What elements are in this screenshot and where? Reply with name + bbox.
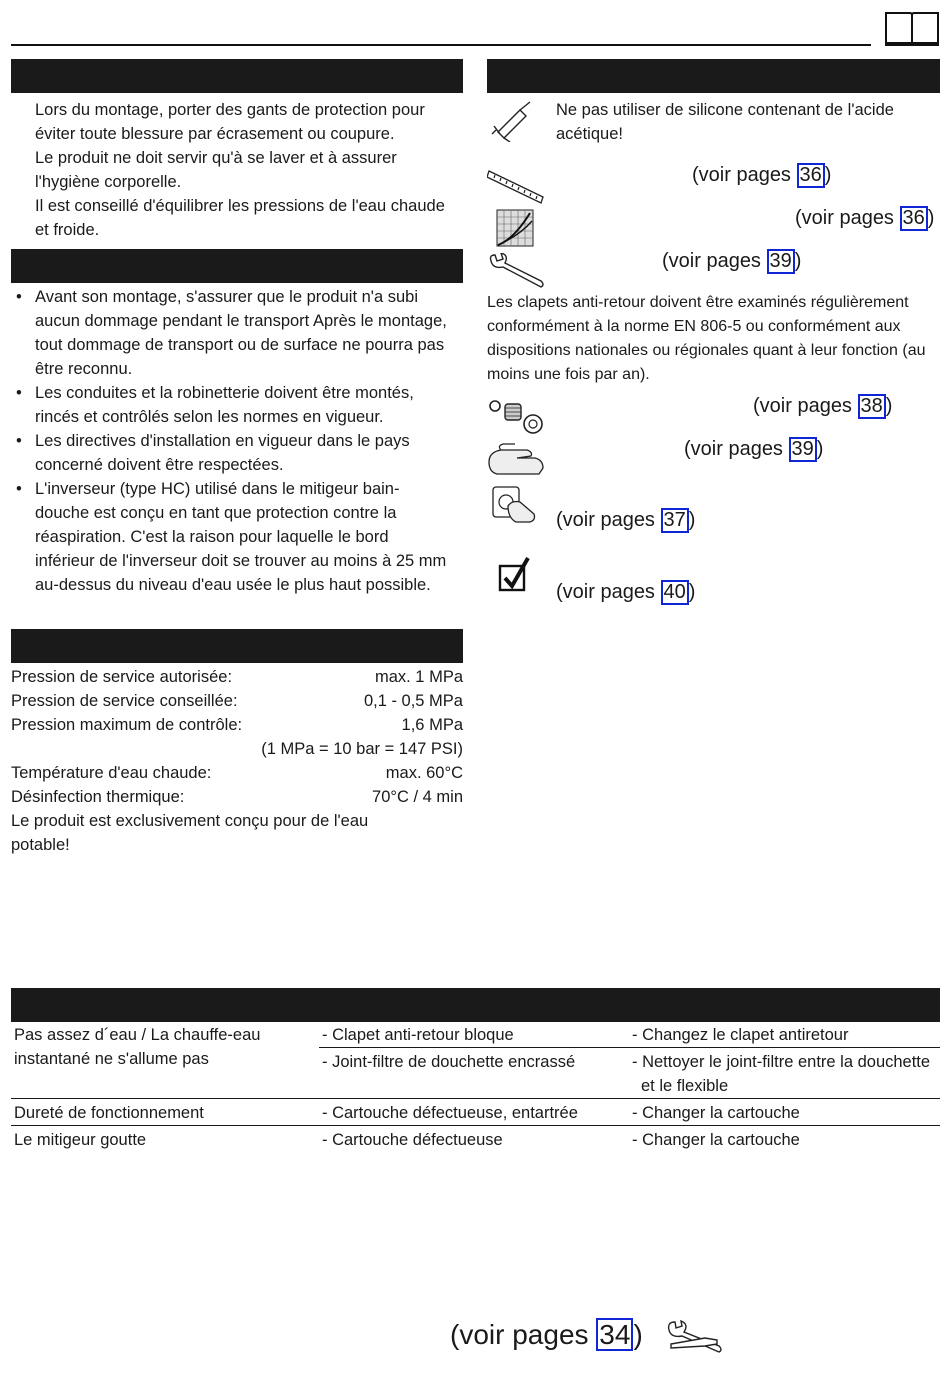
page-reference-prefix: (voir pages: [556, 581, 661, 603]
list-item: • Les directives d'installation en vigueur dans le pays concerné doivent être respectées.: [11, 429, 451, 477]
page-reference-suffix: ): [927, 207, 935, 229]
fault-cause: - Cartouche défectueuse: [322, 1131, 503, 1149]
safety-note: Il est conseillé d'équilibrer les pressions de l'eau chaude et froide.: [35, 197, 445, 239]
fault-cause: - Cartouche défectueuse, entartrée: [319, 1099, 629, 1126]
page-reference: [662, 249, 801, 274]
footer-page-reference: [450, 1318, 643, 1351]
page-reference-prefix: (voir pages: [684, 438, 789, 460]
hand-operation-icon: [490, 484, 538, 524]
potable-water-note: Le produit est exclusivement conçu pour de l'eau potable!: [11, 812, 369, 854]
spec-label: Température d'eau chaude:: [11, 764, 212, 782]
page-reference-suffix: ): [816, 438, 824, 460]
page-number-link[interactable]: 34: [596, 1318, 633, 1351]
spec-label: Pression de service conseillée:: [11, 692, 238, 710]
page-reference: [556, 508, 695, 533]
spec-label: Pression de service autorisée:: [11, 668, 233, 686]
spec-value: 0,1 - 0,5 MPa: [363, 692, 463, 710]
pressure-conversion: (1 MPa = 10 bar = 147 PSI): [261, 740, 463, 758]
page-number-link[interactable]: 39: [789, 437, 817, 462]
ruler-dimensions-icon: [487, 167, 545, 205]
page-number-link[interactable]: 39: [767, 249, 795, 274]
silicone-gun-icon: [490, 100, 540, 142]
spec-value: max. 1 MPa: [374, 668, 463, 686]
page-reference-prefix: (voir pages: [662, 250, 767, 272]
page-reference: [753, 394, 892, 419]
fault-cause: - Joint-filtre de douchette encrassé: [319, 1048, 629, 1099]
safety-note: Lors du montage, porter des gants de protection pour éviter toute blessure par écrasement ou coupure.: [35, 101, 425, 143]
spec-row: [11, 761, 463, 785]
open-book-icon: [884, 11, 940, 47]
page-number-link[interactable]: 36: [797, 163, 825, 188]
section-bar-installation: [11, 249, 463, 283]
page-reference-prefix: (voir pages: [795, 207, 900, 229]
test-certificate-checkbox-icon: [498, 556, 532, 592]
page-reference-suffix: ): [688, 581, 696, 603]
check-valve-note: Les clapets anti-retour doivent être examinés régulièrement conformément à la norme EN 806-5 ou conformément aux dispositions nationales ou régionales quant à leur fonction (au moins une fois par an).: [487, 294, 926, 383]
page-number-link[interactable]: 36: [900, 206, 928, 231]
cleaning-hand-icon: [487, 442, 545, 476]
fault-problem: Pas assez d´eau / La chauffe-eau instantané ne s'allume pas: [11, 1023, 319, 1099]
page-reference-prefix: (voir pages: [450, 1319, 597, 1350]
table-row: [11, 1023, 940, 1048]
fault-problem: Dureté de fonctionnement: [11, 1099, 319, 1126]
list-item: • Les conduites et la robinetterie doivent être montés, rincés et contrôlés selon les normes en vigueur.: [11, 381, 451, 429]
page-reference: [795, 206, 934, 231]
page-number-link[interactable]: 37: [661, 508, 689, 533]
wrench-icon: [487, 253, 545, 289]
fault-remedy: - Changez le clapet antiretour: [629, 1023, 940, 1048]
fault-remedy: - Changer la cartouche: [629, 1099, 940, 1126]
page-number-link[interactable]: 40: [661, 580, 689, 605]
spec-row: [11, 785, 463, 809]
spec-row: [11, 665, 463, 689]
table-row: [11, 1099, 940, 1126]
page-reference-suffix: ): [824, 164, 832, 186]
section-bar-technical-data: [11, 629, 463, 663]
list-item: • Avant son montage, s'assurer que le produit n'a subi aucun dommage pendant le transport Après le montage, tout dommage de transport ou de surface ne pourra pas être reconnu.: [11, 285, 451, 381]
page-reference-prefix: (voir pages: [692, 164, 797, 186]
section-bar-safety: [11, 59, 463, 93]
page-reference: [556, 580, 695, 605]
section-bar-faults: [11, 988, 940, 1022]
spec-row: [11, 689, 463, 713]
page-reference-prefix: (voir pages: [753, 395, 858, 417]
technical-data: [11, 665, 463, 857]
page-reference-suffix: ): [885, 395, 893, 417]
silicone-warning: Ne pas utiliser de silicone contenant de l'acide acétique!: [556, 101, 894, 143]
header-rule: [11, 44, 871, 46]
page-reference-prefix: (voir pages: [556, 509, 661, 531]
page-number-link[interactable]: 38: [858, 394, 886, 419]
spare-parts-icon: [487, 396, 545, 436]
section-bar-notes: [487, 59, 940, 93]
installation-list: [11, 285, 451, 597]
fault-table: [11, 1023, 940, 1152]
fault-problem: Le mitigeur goutte: [14, 1131, 147, 1149]
list-item: • L'inverseur (type HC) utilisé dans le mitigeur bain-douche est conçu en tant que protection contre la réaspiration. C'est la raison pour laquelle le bord inférieur de l'inverseur doit se trouver au moins à 25 mm au-dessus du niveau d'eau usée le plus haut possible.: [11, 477, 451, 597]
page-reference-suffix: ): [688, 509, 696, 531]
fault-remedy: - Nettoyer le joint-filtre entre la douchette et le flexible: [629, 1048, 940, 1099]
spec-label: Désinfection thermique:: [11, 788, 185, 806]
safety-note: Le produit ne doit servir qu'à se laver et à assurer l'hygiène corporelle.: [35, 149, 397, 191]
tools-icon: [665, 1320, 723, 1358]
page-reference: [684, 437, 823, 462]
spec-value: 1,6 MPa: [401, 716, 463, 734]
fault-cause: - Clapet anti-retour bloque: [319, 1023, 629, 1048]
fault-remedy: - Changer la cartouche: [632, 1131, 800, 1149]
page-reference: [692, 163, 831, 188]
safety-notes: [35, 98, 463, 242]
page-reference-suffix: ): [794, 250, 802, 272]
spec-value: 70°C / 4 min: [372, 788, 463, 806]
table-row: [11, 1126, 940, 1153]
spec-row: [11, 713, 463, 737]
page-reference-suffix: ): [633, 1319, 643, 1350]
flow-diagram-icon: [496, 209, 534, 247]
spec-label: Pression maximum de contrôle:: [11, 716, 243, 734]
spec-value: max. 60°C: [385, 764, 463, 782]
